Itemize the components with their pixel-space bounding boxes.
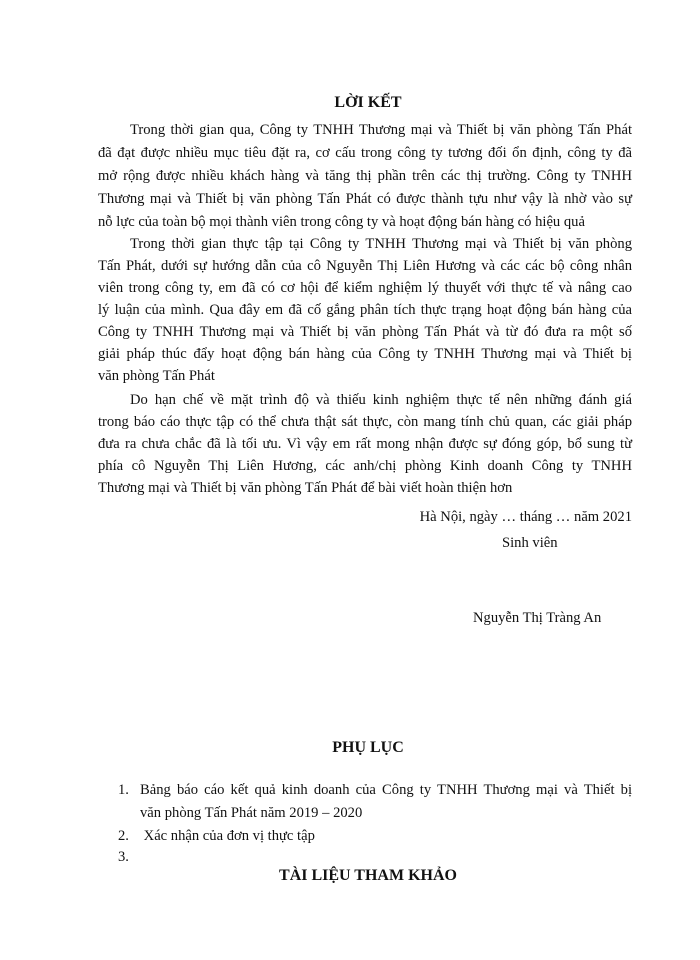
text-line: Trong thời gian qua, Công ty TNHH Thương mại và Thiết bị văn phòng Tấn Phát bbox=[130, 122, 632, 138]
text-line: văn phòng Tấn Phát bbox=[98, 368, 215, 384]
text-line: Công ty TNHH Thương mại và Thiết bị văn phòng Tấn Phát và từ đó đưa ra một số bbox=[98, 324, 632, 340]
list-item-text: Xác nhận của đơn vị thực tập bbox=[140, 828, 315, 844]
text-line: trong báo cáo thực tập có thể chưa thật sát thực, còn mang tính chủ quan, các giải pháp bbox=[98, 414, 632, 430]
text-line: Thương mại và Thiết bị văn phòng Tấn Phát để bài viết hoàn thiện hơn bbox=[98, 480, 513, 496]
conclusion-title: LỜI KẾT bbox=[334, 94, 402, 111]
text-line: mở rộng được nhiều khách hàng và tăng thị phần trên các thị trường. Công ty TNHH bbox=[98, 168, 632, 184]
list-item-text: văn phòng Tấn Phát năm 2019 – 2020 bbox=[140, 805, 363, 821]
text-line: viên trong công ty, em đã có cơ hội để kiểm nghiệm lý thuyết với thực tế và nâng cao bbox=[98, 280, 632, 296]
signer-name: Nguyễn Thị Tràng An bbox=[473, 610, 602, 626]
text-line: Tấn Phát, dưới sự hướng dẫn của cô Nguyễn Thị Liên Hương và các các bộ công nhân bbox=[98, 258, 632, 274]
list-item-text: Bảng báo cáo kết quả kinh doanh của Công ty TNHH Thương mại và Thiết bị bbox=[140, 782, 632, 798]
text-line: Thương mại và Thiết bị văn phòng Tấn Phát có được thành tựu như vậy là nhờ vào sự bbox=[98, 191, 632, 207]
date-line: Hà Nội, ngày … tháng … năm 2021 bbox=[419, 509, 632, 525]
text-line: giải pháp thúc đẩy hoạt động bán hàng của Công ty TNHH Thương mại và Thiết bị bbox=[98, 346, 632, 362]
list-number: 2. bbox=[118, 828, 129, 844]
text-line: nỗ lực của toàn bộ mọi thành viên trong công ty và hoạt động bán hàng có hiệu quả bbox=[98, 214, 585, 230]
list-number: 1. bbox=[118, 782, 129, 798]
appendix-title: PHỤ LỤC bbox=[332, 739, 404, 756]
text-line: Do hạn chế về mặt trình độ và thiếu kinh nghiệm thực tế nên những đánh giá bbox=[130, 392, 632, 408]
text-line: đưa ra chưa chắc đã là tối ưu. Vì vậy em rất mong nhận được sự đóng góp, bổ sung từ bbox=[98, 436, 632, 452]
text-line: lý luận của mình. Qua đây em đã cố gắng phân tích thực trạng hoạt động bán hàng của bbox=[98, 302, 632, 318]
text-line: Trong thời gian thực tập tại Công ty TNHH Thương mại và Thiết bị văn phòng bbox=[130, 236, 632, 252]
references-title: TÀI LIỆU THAM KHẢO bbox=[279, 867, 457, 884]
text-line: đã đạt được nhiều mục tiêu đặt ra, cơ cấu trong công ty tương đối ổn định, công ty đã bbox=[98, 145, 632, 161]
list-number: 3. bbox=[118, 849, 129, 865]
text-line: phía cô Nguyễn Thị Liên Hương, các anh/chị phòng Kinh doanh Công ty TNHH bbox=[98, 458, 632, 474]
signer-role: Sinh viên bbox=[502, 535, 558, 551]
